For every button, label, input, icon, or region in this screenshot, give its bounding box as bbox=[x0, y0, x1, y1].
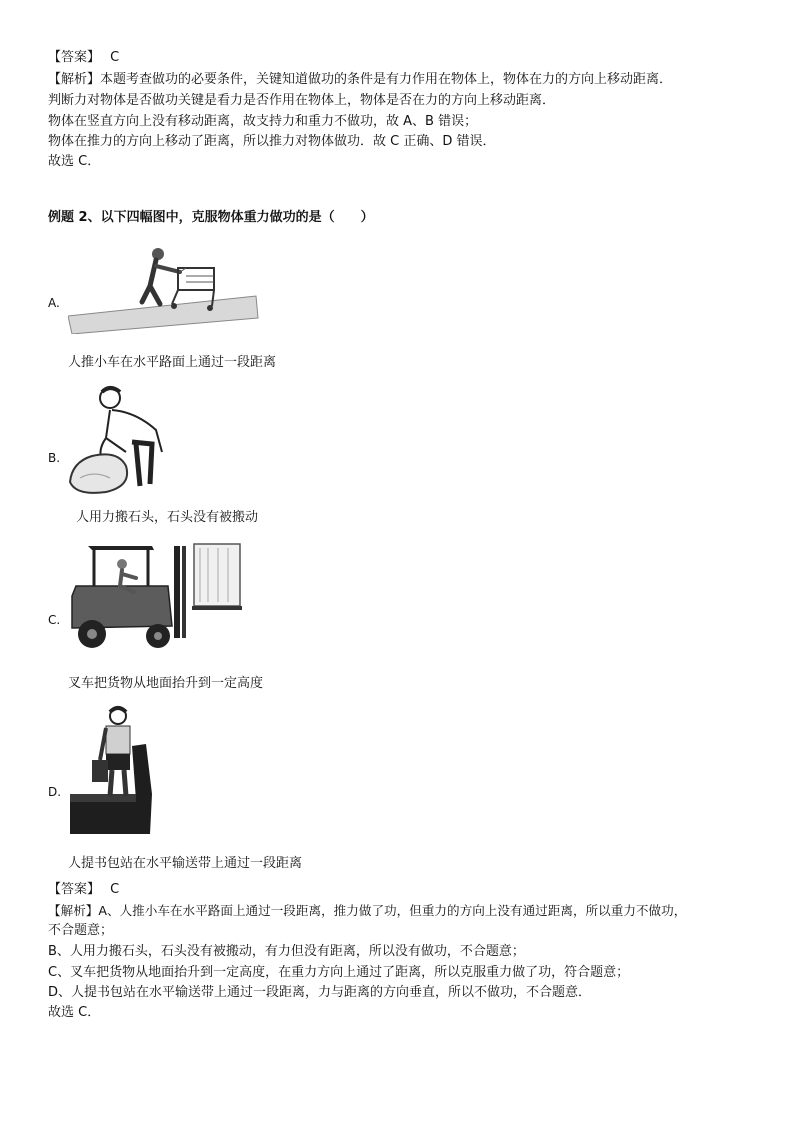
question-title: 例题 2、以下四幅图中，克服物体重力做功的是（ ） bbox=[48, 210, 374, 225]
answer-2-line bbox=[48, 880, 119, 899]
option-d-caption: 人提书包站在水平输送带上通过一段距离 bbox=[68, 856, 303, 871]
option-b-letter: B. bbox=[48, 451, 61, 465]
option-c-letter: C. bbox=[48, 613, 61, 627]
option-a-caption: 人推小车在水平路面上通过一段距离 bbox=[68, 355, 277, 370]
answer-value: C bbox=[110, 50, 120, 65]
answer-label: 【答案】 bbox=[48, 882, 101, 897]
analysis-line: 判断力对物体是否做功关键是看力是否作用在物体上，物体是否在力的方向上移动距离． bbox=[48, 93, 556, 108]
analysis-line: 物体在竖直方向上没有移动距离，故支持力和重力不做功，故 A、B 错误； bbox=[48, 114, 478, 129]
person-pushing-cart-image bbox=[68, 238, 260, 334]
analysis-line: 不合题意； bbox=[48, 923, 114, 938]
analysis-line: C、叉车把货物从地面抬升到一定高度，在重力方向上通过了距离，所以克服重力做了功，符合题意； bbox=[48, 965, 630, 980]
analysis-line: B、人用力搬石头，石头没有被搬动，有力但没有距离，所以没有做功，不合题意； bbox=[48, 944, 525, 959]
option-d-letter: D. bbox=[48, 785, 62, 799]
analysis-line: 物体在推力的方向上移动了距离，所以推力对物体做功．故 C 正确、D 错误． bbox=[48, 134, 496, 149]
answer-1-line bbox=[48, 48, 119, 67]
answer-value: C bbox=[110, 882, 120, 897]
person-on-conveyor-image bbox=[70, 704, 154, 836]
analysis-line: 【解析】本题考查做功的必要条件，关键知道做功的条件是有力作用在物体上，物体在力的方向上移动距离． bbox=[48, 72, 673, 87]
analysis-line: 故选 C． bbox=[48, 154, 101, 169]
person-lifting-stone-image bbox=[66, 382, 186, 498]
analysis-line: 【解析】A、人推小车在水平路面上通过一段距离，推力做了功，但重力的方向上没有通过距离，所以重力不做功， bbox=[48, 903, 687, 918]
option-a-letter: A. bbox=[48, 296, 60, 310]
option-c-caption: 叉车把货物从地面抬升到一定高度 bbox=[68, 676, 264, 691]
option-b-caption: 人用力搬石头，石头没有被搬动 bbox=[76, 510, 259, 525]
analysis-line: 故选 C． bbox=[48, 1005, 101, 1020]
analysis-line: D、人提书包站在水平输送带上通过一段距离，力与距离的方向垂直，所以不做功，不合题意． bbox=[48, 985, 592, 1000]
forklift-lifting-cargo-image bbox=[68, 540, 244, 656]
answer-label: 【答案】 bbox=[48, 50, 101, 65]
